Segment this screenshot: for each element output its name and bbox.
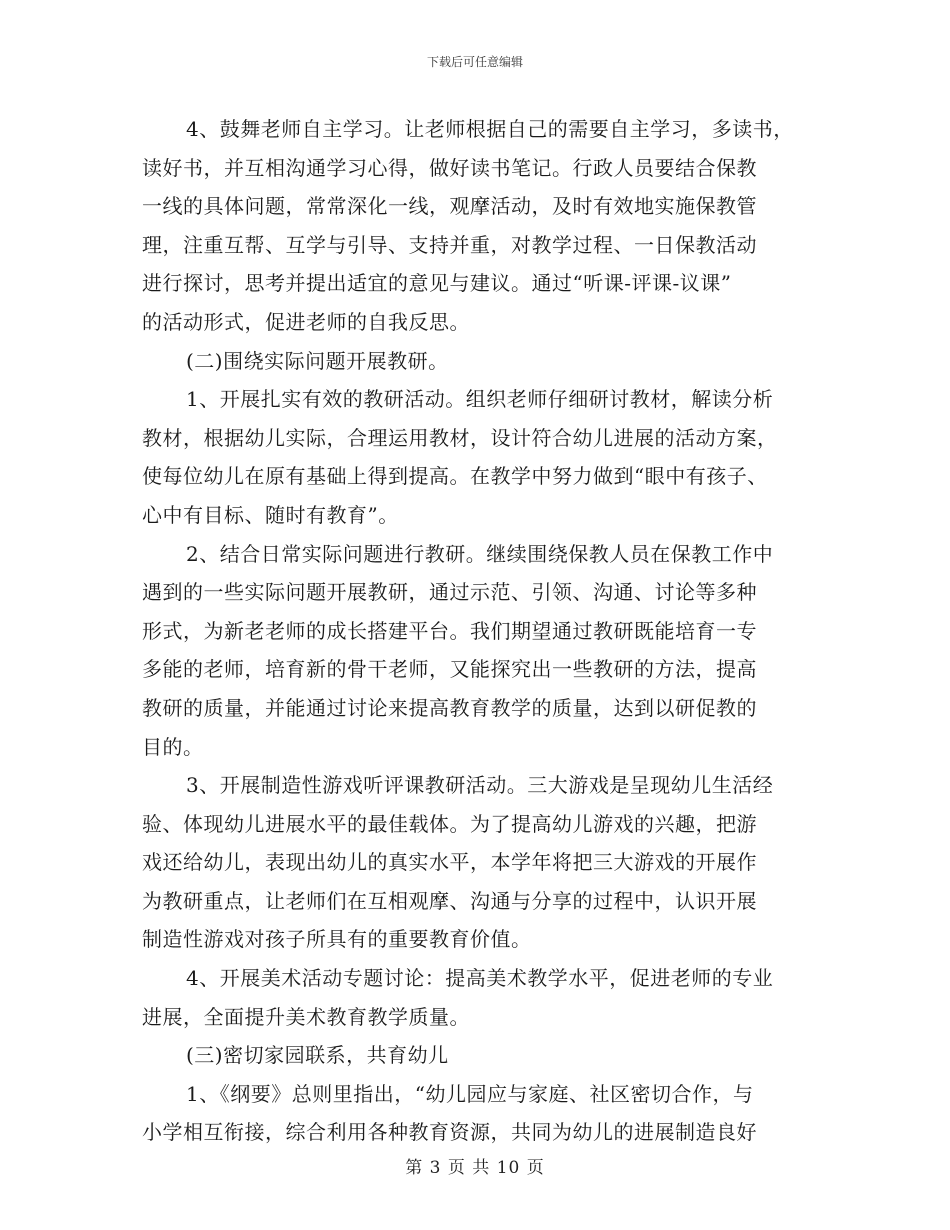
text-line: 一线的具体问题，常常深化一线，观摩活动，及时有效地实施保教管 bbox=[142, 194, 757, 219]
text-line: 教材，根据幼儿实际，合理运用教材，设计符合幼儿进展的活动方案， bbox=[142, 425, 778, 450]
text-line: (三)密切家园联系，共育幼儿 bbox=[186, 1043, 449, 1068]
text-line: 心中有目标、随时有教育”。 bbox=[142, 502, 399, 527]
text-line: 进行探讨，思考并提出适宜的意见与建议。通过“听课-评课-议课” bbox=[142, 271, 732, 296]
text-line: 理，注重互帮、互学与引导、支持并重，对教学过程、一日保教活动 bbox=[142, 232, 757, 257]
text-line: 制造性游戏对孩子所具有的重要教育价值。 bbox=[142, 927, 532, 952]
text-line: 教研的质量，并能通过讨论来提高教育教学的质量，达到以研促教的 bbox=[142, 695, 757, 720]
text-line: 读好书，并互相沟通学习心得，做好读书笔记。行政人员要结合保教 bbox=[142, 155, 757, 180]
text-line: 4、开展美术活动专题讨论：提高美术教学水平，促进老师的专业 bbox=[186, 966, 774, 991]
text-line: 多能的老师，培育新的骨干老师，又能探究出一些教研的方法，提高 bbox=[142, 657, 757, 682]
text-line: 1、《纲要》总则里指出，“幼儿园应与家庭、社区密切合作，与 bbox=[186, 1081, 754, 1106]
text-line: (二)围绕实际问题开展教研。 bbox=[186, 348, 449, 373]
text-line: 使每位幼儿在原有基础上得到提高。在教学中努力做到“眼中有孩子、 bbox=[142, 464, 768, 489]
text-line: 戏还给幼儿，表现出幼儿的真实水平，本学年将把三大游戏的开展作 bbox=[142, 850, 757, 875]
text-line: 3、开展制造性游戏听评课教研活动。三大游戏是呈现幼儿生活经 bbox=[186, 773, 774, 798]
text-line: 小学相互衔接，综合利用各种教育资源，共同为幼儿的进展制造良好 bbox=[142, 1120, 757, 1145]
document-body bbox=[142, 110, 822, 1152]
text-line: 目的。 bbox=[142, 734, 204, 759]
text-line: 2、结合日常实际问题进行教研。继续围绕保教人员在保教工作中 bbox=[186, 541, 774, 566]
page-header: 下载后可任意编辑 bbox=[426, 55, 523, 69]
page-footer: 第 3 页 共 10 页 bbox=[405, 1158, 545, 1178]
text-line: 形式，为新老老师的成长搭建平台。我们期望通过教研既能培育一专 bbox=[142, 618, 757, 643]
text-line: 进展，全面提升美术教育教学质量。 bbox=[142, 1004, 470, 1029]
text-line: 为教研重点，让老师们在互相观摩、沟通与分享的过程中，认识开展 bbox=[142, 888, 757, 913]
text-line: 验、体现幼儿进展水平的最佳载体。为了提高幼儿游戏的兴趣，把游 bbox=[142, 811, 757, 836]
text-line: 4、鼓舞老师自主学习。让老师根据自己的需要自主学习，多读书， bbox=[186, 117, 794, 141]
text-line: 的活动形式，促进老师的自我反思。 bbox=[142, 309, 470, 334]
text-line: 1、开展扎实有效的教研活动。组织老师仔细研讨教材，解读分析 bbox=[186, 387, 774, 412]
text-line: 遇到的一些实际问题开展教研，通过示范、引领、沟通、讨论等多种 bbox=[142, 580, 757, 605]
